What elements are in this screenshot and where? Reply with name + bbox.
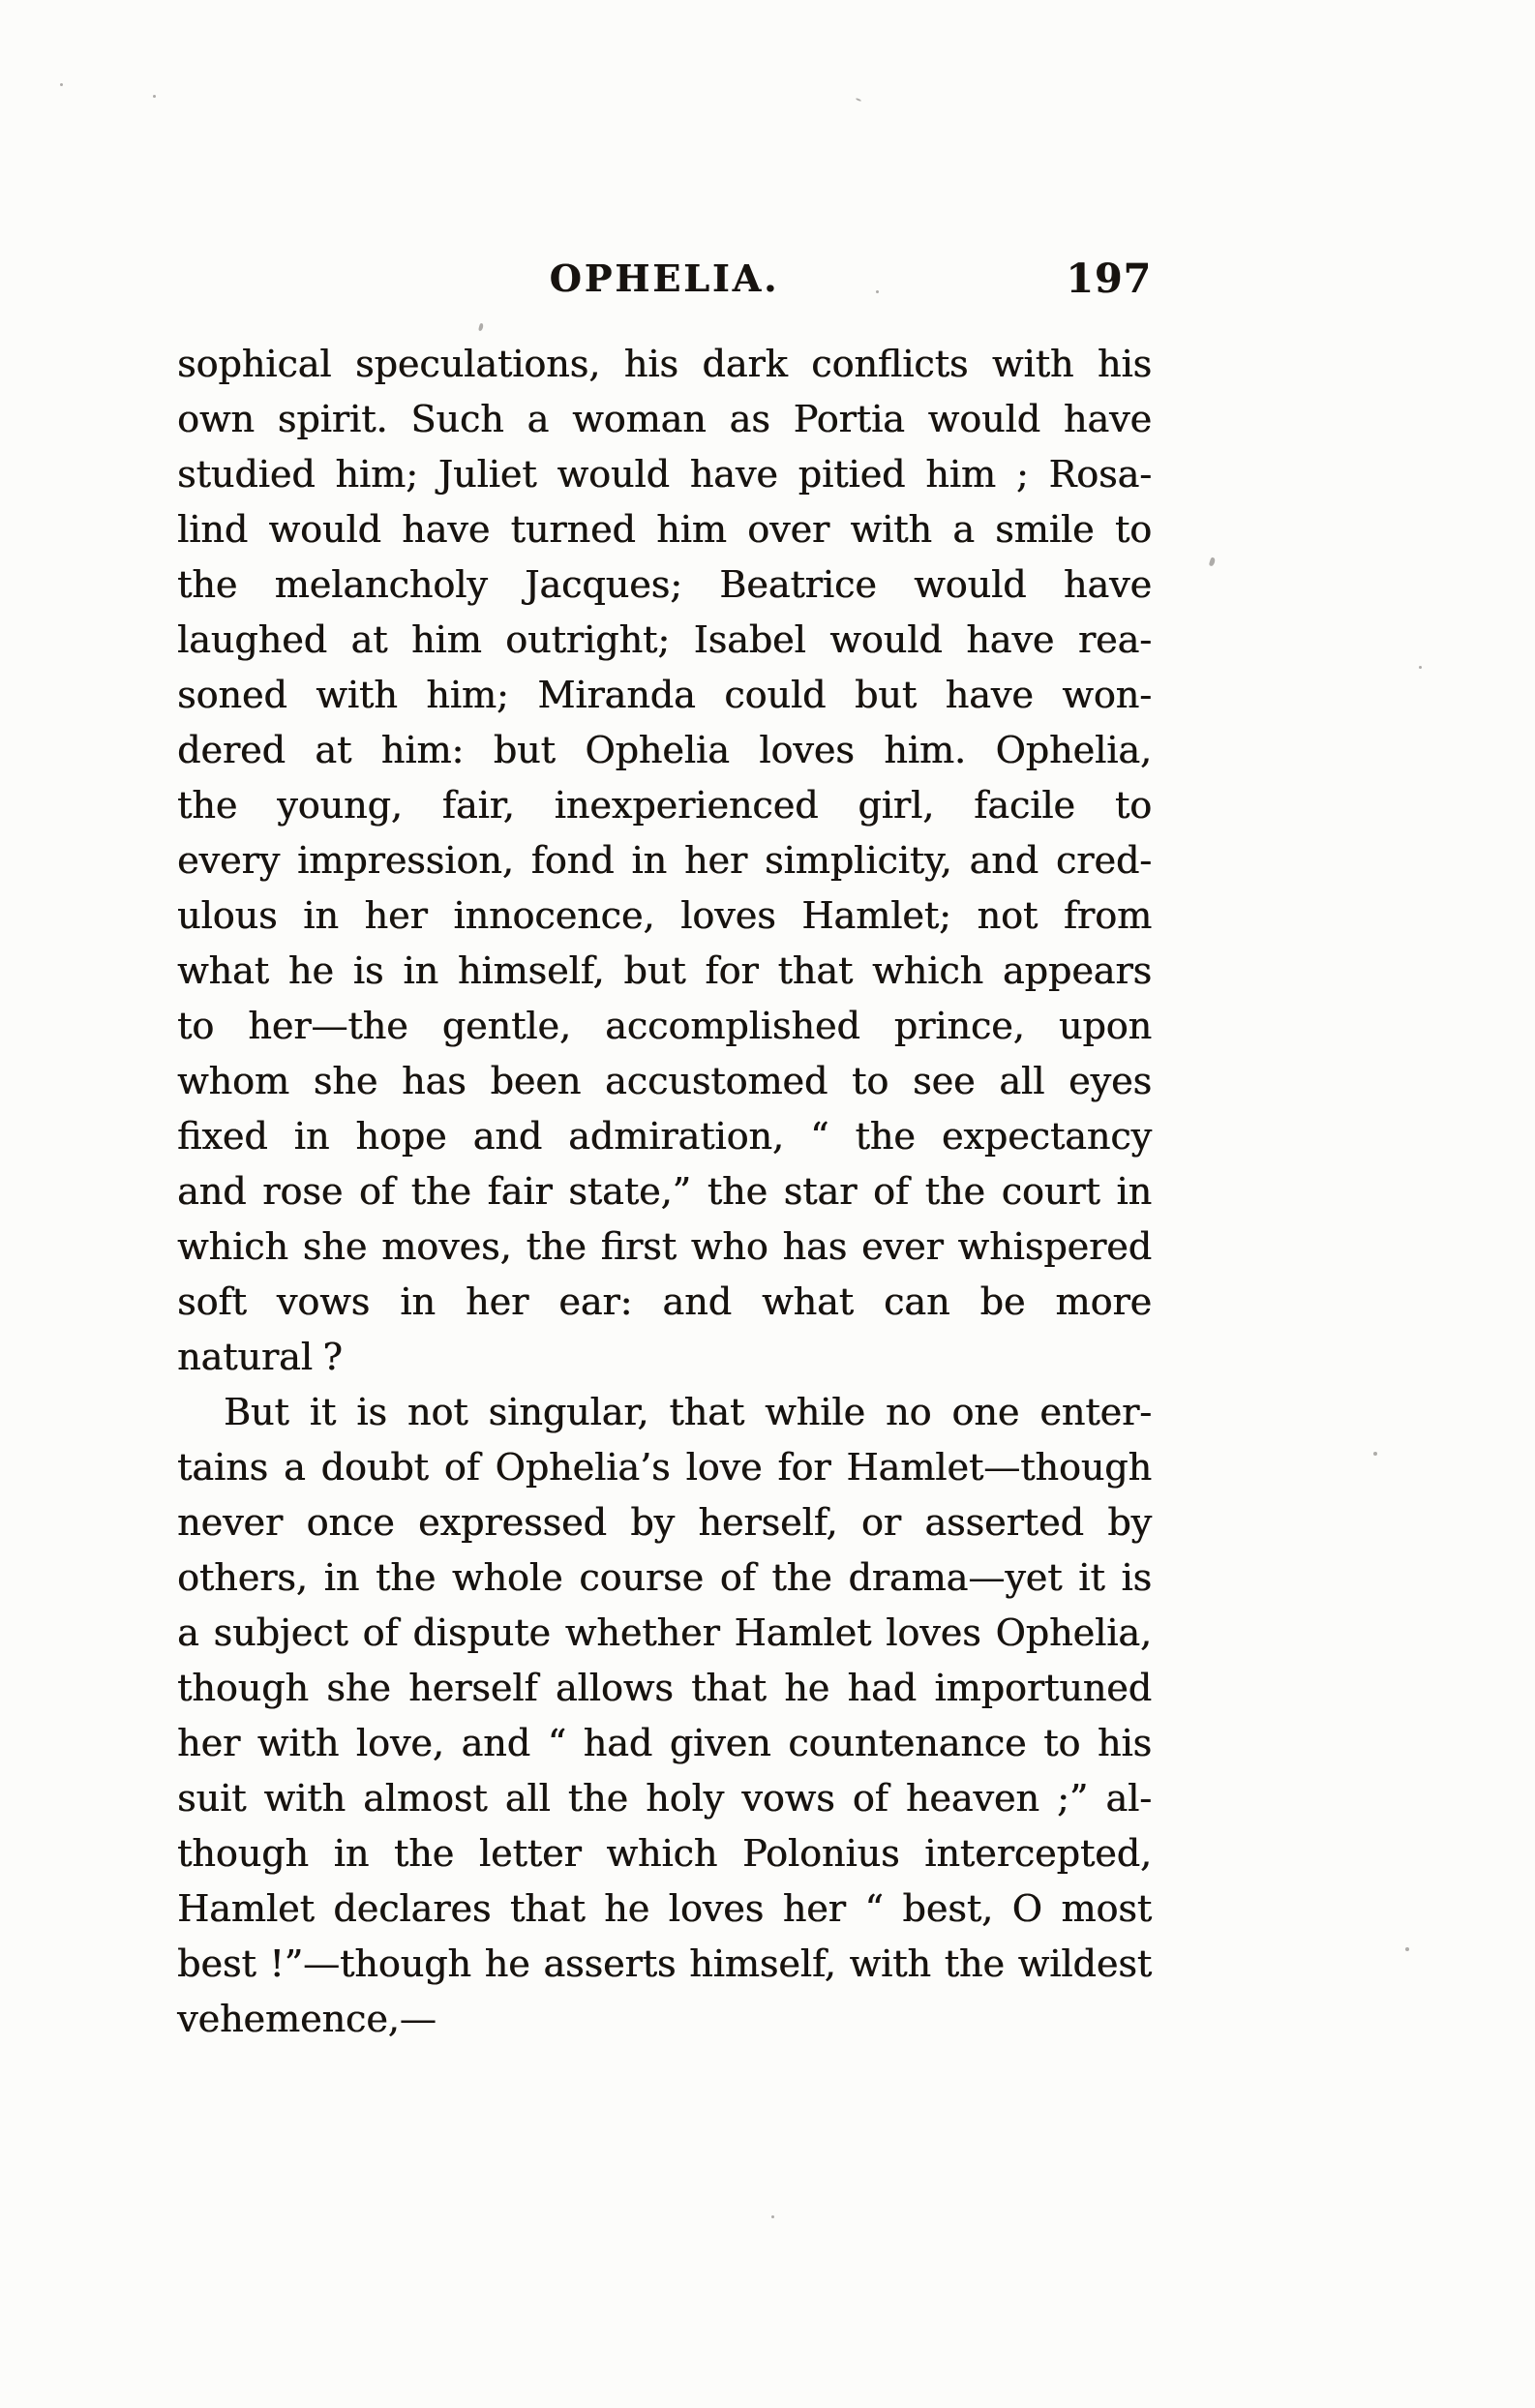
text-line: and rose of the fair state,” the star of the court in xyxy=(177,1170,1152,1213)
scan-speck xyxy=(1373,1452,1377,1456)
scan-speck xyxy=(1419,666,1422,669)
scan-speck xyxy=(478,323,484,332)
text-line: a subject of dispute whether Hamlet loves Ophelia, xyxy=(177,1611,1152,1654)
text-line: soned with him; Miranda could but have won- xyxy=(177,674,1152,716)
scan-speck xyxy=(60,83,63,86)
text-line: never once expressed by herself, or asserted by xyxy=(177,1501,1152,1544)
page-title: OPHELIA. xyxy=(549,256,780,300)
text-line: sophical speculations, his dark conflicts with his xyxy=(177,343,1152,385)
text-line: fixed in hope and admiration, “ the expectancy xyxy=(177,1115,1152,1158)
text-line: others, in the whole course of the drama—yet it is xyxy=(177,1556,1152,1599)
text-line: laughed at him outright; Isabel would have rea- xyxy=(177,618,1152,661)
text-line: her with love, and “ had given countenance to his xyxy=(177,1722,1152,1764)
paragraph xyxy=(177,1385,1152,2047)
scan-speck xyxy=(1405,1947,1409,1951)
text-line: the young, fair, inexperienced girl, facile to xyxy=(177,784,1152,827)
text-line: Hamlet declares that he loves her “ best, O most xyxy=(177,1887,1152,1930)
text-line: though she herself allows that he had importuned xyxy=(177,1667,1152,1709)
page-number: 197 xyxy=(1066,256,1152,302)
body-text xyxy=(177,337,1152,2047)
text-line: suit with almost all the holy vows of heaven ;” al- xyxy=(177,1777,1152,1820)
scan-speck xyxy=(153,95,156,98)
text-line: vehemence,— xyxy=(177,1998,436,2040)
text-line: which she moves, the first who has ever whispered xyxy=(177,1225,1152,1268)
scan-speck xyxy=(876,290,879,293)
text-line: ulous in her innocence, loves Hamlet; not from xyxy=(177,894,1152,937)
text-line: the melancholy Jacques; Beatrice would have xyxy=(177,563,1152,606)
scan-speck xyxy=(1209,557,1217,566)
text-line: soft vows in her ear: and what can be more xyxy=(177,1280,1152,1323)
scan-speck xyxy=(856,98,861,102)
text-line: tains a doubt of Ophelia’s love for Hamlet—though xyxy=(177,1446,1152,1489)
text-line: But it is not singular, that while no one enter- xyxy=(224,1391,1152,1433)
text-line: what he is in himself, but for that which appears xyxy=(177,949,1152,992)
scan-speck xyxy=(771,2215,774,2218)
running-head xyxy=(177,254,1152,304)
text-line: dered at him: but Ophelia loves him. Ophelia, xyxy=(177,729,1152,771)
text-line: own spirit. Such a woman as Portia would have xyxy=(177,398,1152,440)
paragraph xyxy=(177,337,1152,1385)
text-line: whom she has been accustomed to see all eyes xyxy=(177,1060,1152,1102)
text-line: though in the letter which Polonius intercepted, xyxy=(177,1832,1152,1875)
text-line: studied him; Juliet would have pitied him ; Rosa- xyxy=(177,453,1152,496)
text-line: natural ? xyxy=(177,1336,343,1378)
text-line: best !”—though he asserts himself, with the wildest xyxy=(177,1942,1152,1985)
text-line: every impression, fond in her simplicity, and cred- xyxy=(177,839,1152,882)
text-line: lind would have turned him over with a smile to xyxy=(177,508,1152,551)
text-line: to her—the gentle, accomplished prince, upon xyxy=(177,1005,1152,1047)
